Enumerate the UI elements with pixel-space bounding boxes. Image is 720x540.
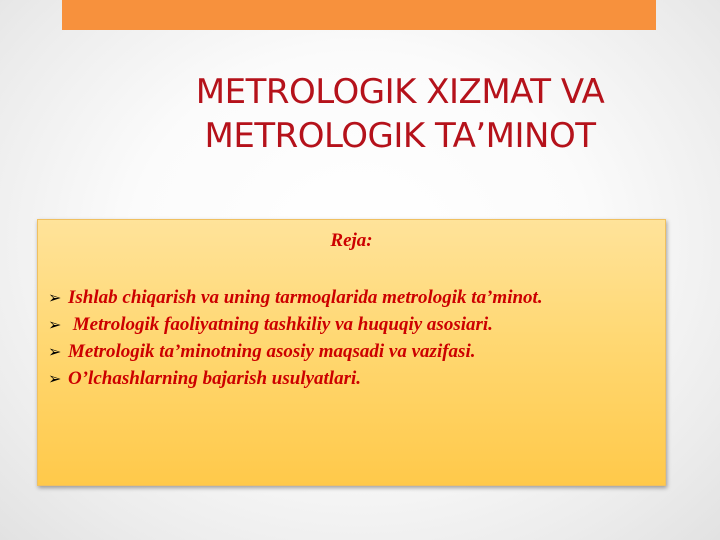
arrowhead-bullet-icon: ➢	[48, 315, 62, 334]
slide-title	[120, 70, 680, 158]
arrowhead-bullet-icon: ➢	[48, 369, 62, 388]
title-line-2: METROLOGIK TA’MINOT	[204, 116, 596, 156]
arrowhead-bullet-icon: ➢	[48, 288, 62, 307]
title-line-1: METROLOGIK XIZMAT VA	[195, 72, 605, 112]
list-item-text: Metrologik faoliyatning tashkiliy va huquqiy asosiari.	[68, 314, 493, 335]
list-item-text: Metrologik ta’minotning asosiy maqsadi va vazifasi.	[68, 341, 476, 362]
top-accent-bar	[62, 0, 656, 30]
plan-heading: Reja:	[330, 230, 373, 251]
list-item-text: O’lchashlarning bajarish usulyatlari.	[68, 368, 362, 389]
plan-list	[48, 284, 648, 392]
list-item	[48, 284, 648, 311]
list-item-text: Ishlab chiqarish va uning tarmoqlarida metrologik ta’minot.	[68, 287, 543, 308]
arrowhead-bullet-icon: ➢	[48, 342, 62, 361]
list-item	[48, 365, 648, 392]
list-item	[48, 311, 648, 338]
plan-box	[37, 219, 666, 486]
list-item	[48, 338, 648, 365]
